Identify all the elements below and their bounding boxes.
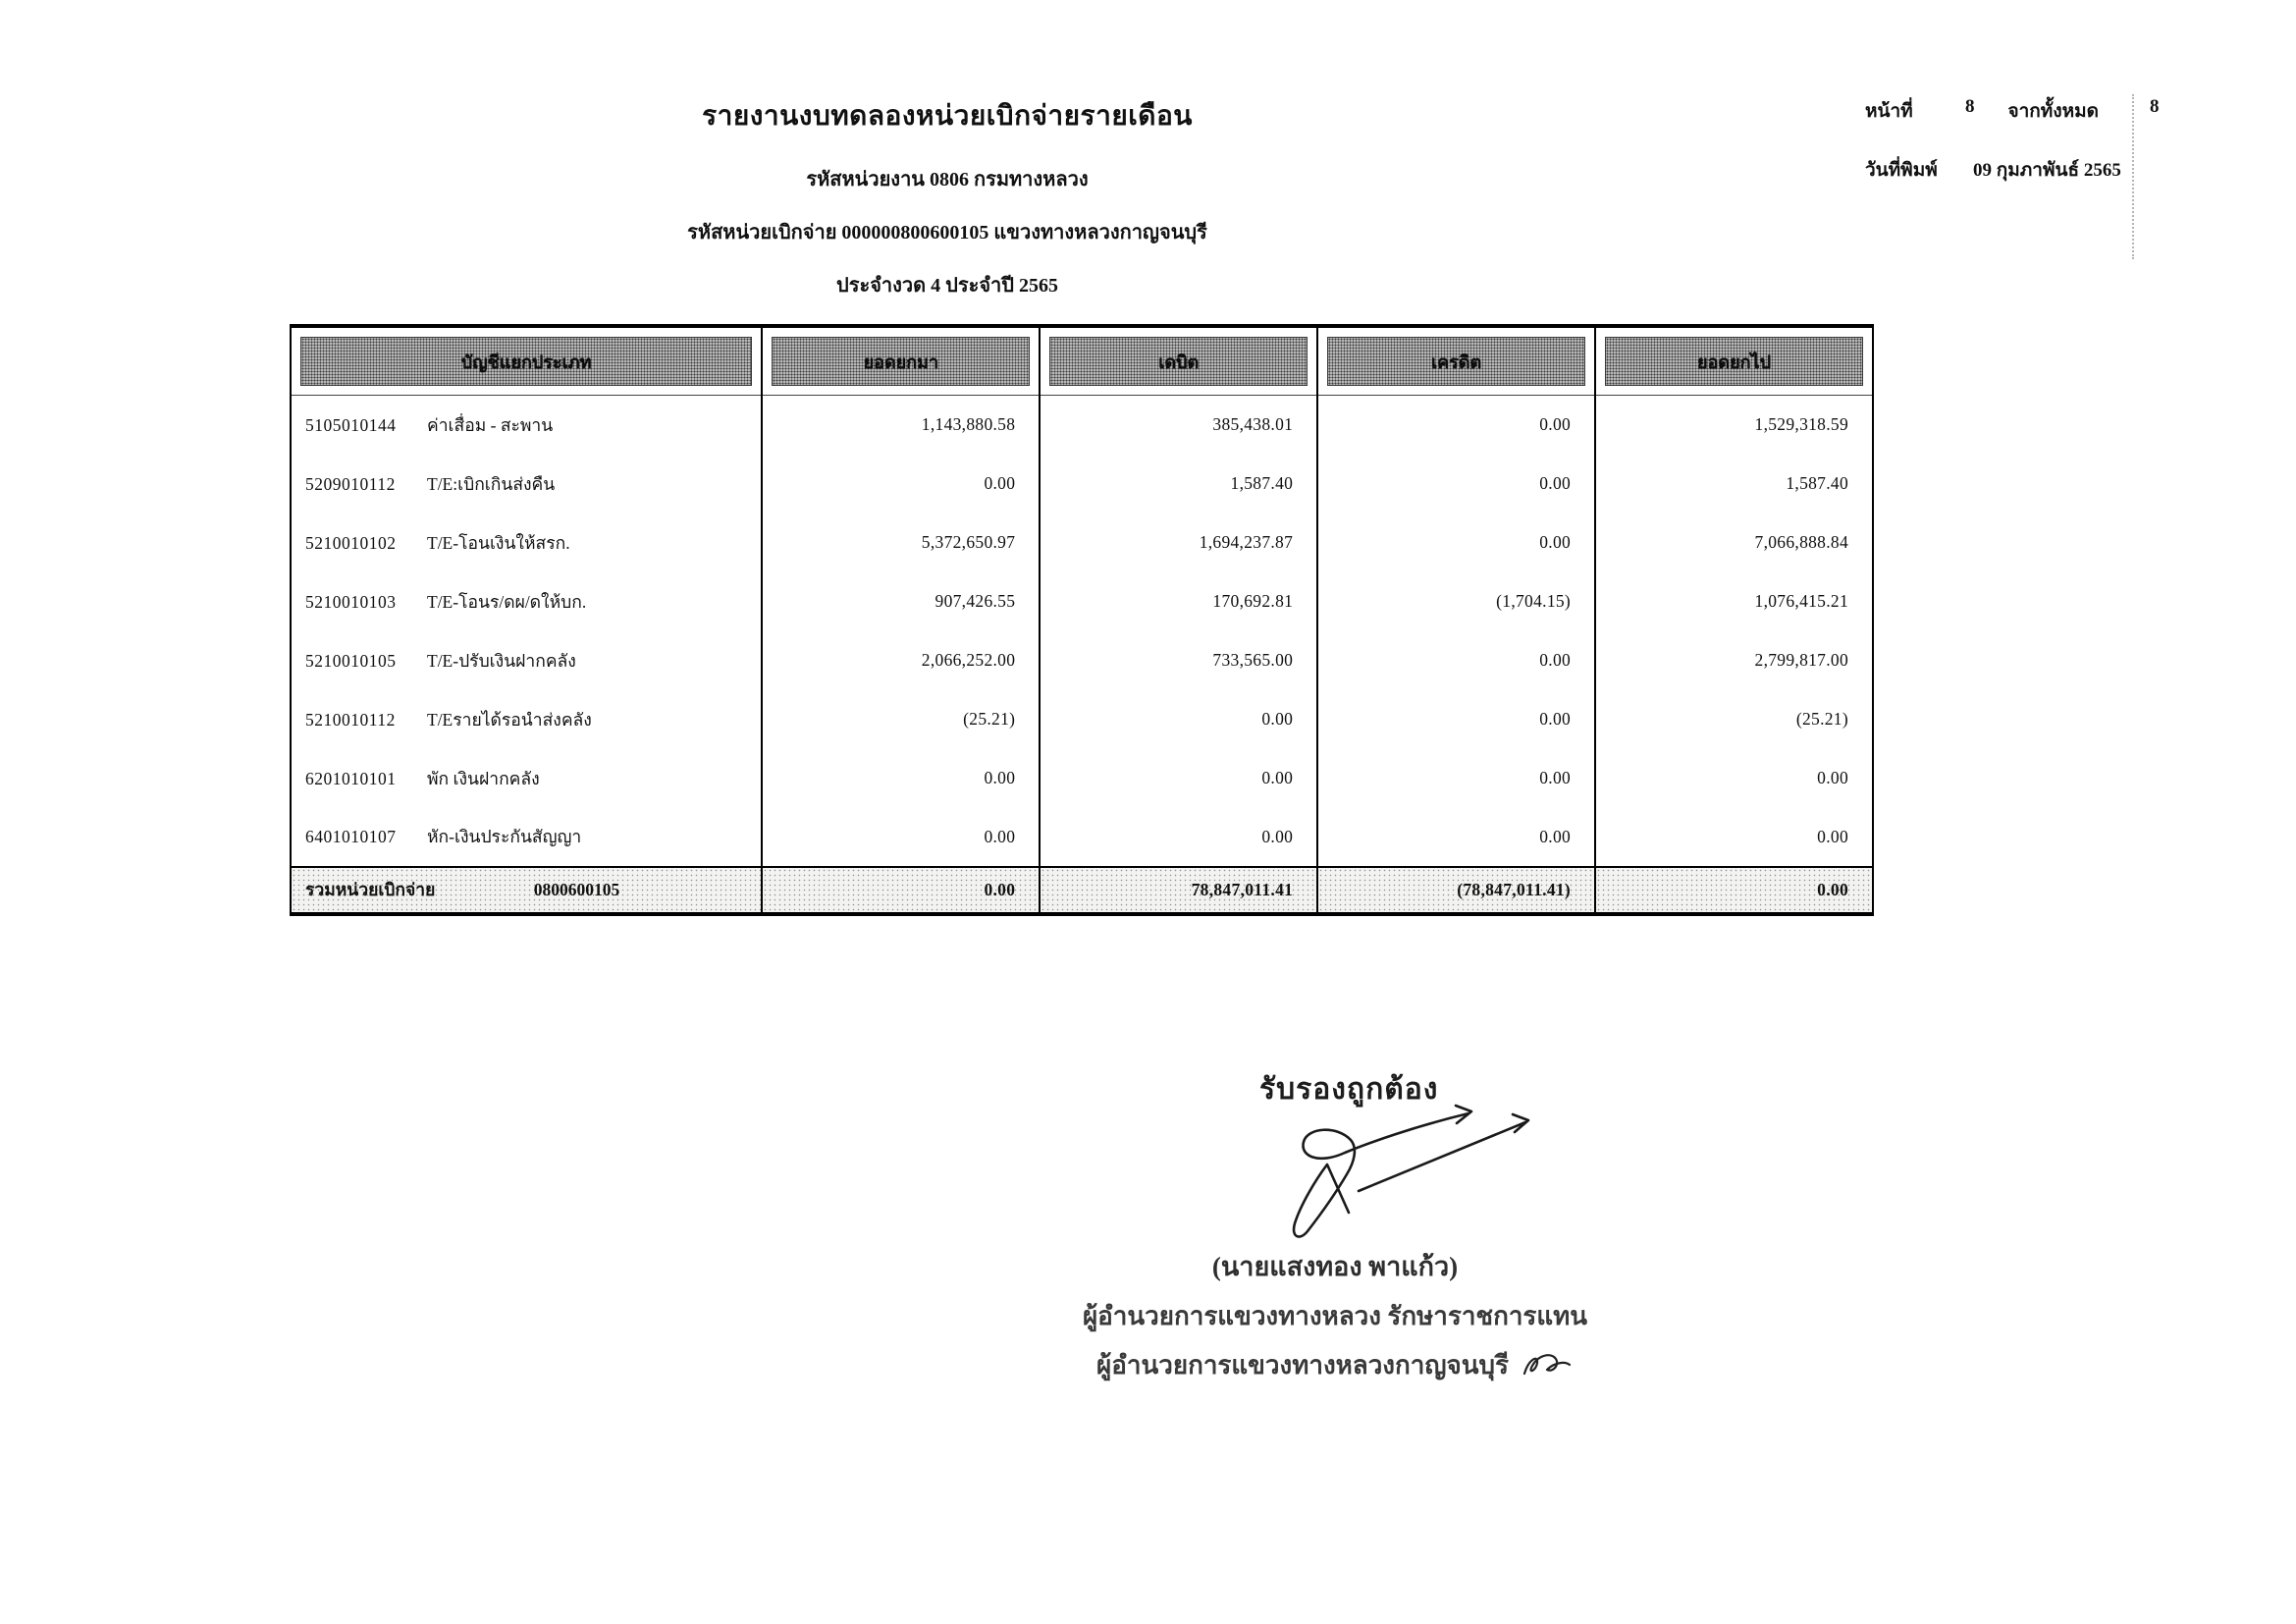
account-code: 6201010101 [305, 768, 397, 788]
closing-balance: 1,076,415.21 [1595, 572, 1873, 631]
account-name: T/E:เบิกเกินส่งคืน [427, 473, 556, 494]
total-opening-balance: 0.00 [762, 867, 1040, 914]
document-header [0, 94, 1895, 322]
total-debit: 78,847,011.41 [1040, 867, 1317, 914]
account-name: ค่าเสื่อม - สะพาน [427, 414, 554, 435]
account-code: 5210010103 [305, 591, 397, 612]
total-pages: 8 [2150, 96, 2160, 117]
trial-balance-table [290, 324, 1874, 916]
print-date-row [1865, 155, 2160, 185]
table-row [291, 514, 1873, 572]
debit-amount: 170,692.81 [1040, 572, 1317, 631]
account-code: 5209010112 [305, 473, 396, 494]
closing-balance: 7,066,888.84 [1595, 514, 1873, 572]
initial-handwriting [1519, 1348, 1574, 1380]
credit-amount: 0.00 [1317, 749, 1595, 808]
signatory-title-2 [1036, 1345, 1634, 1385]
closing-balance: 1,587.40 [1595, 455, 1873, 514]
table-body [291, 396, 1873, 867]
header-opening-balance: ยอดยกมา [772, 337, 1030, 386]
account-name: T/E-โอนเงินให้สรก. [427, 532, 570, 553]
header-row [291, 326, 1873, 396]
account-code: 5210010102 [305, 532, 397, 553]
opening-balance: 1,143,880.58 [762, 396, 1040, 455]
scan-artifact-dotted-line [2132, 94, 2134, 259]
credit-amount: 0.00 [1317, 631, 1595, 690]
header-gl-account: บัญชีแยกประเภท [300, 337, 752, 386]
opening-balance: 0.00 [762, 749, 1040, 808]
page-number-row [1865, 96, 2160, 126]
table-row [291, 396, 1873, 455]
certify-text: รับรองถูกต้อง [1259, 1073, 1439, 1106]
credit-amount: 0.00 [1317, 808, 1595, 867]
signature-handwriting [1249, 1096, 1553, 1248]
opening-balance: 0.00 [762, 808, 1040, 867]
account-code: 5210010112 [305, 709, 396, 730]
account-name: T/E-โอนร/ดผ/ดให้บก. [427, 591, 587, 612]
total-row [291, 867, 1873, 914]
debit-amount: 1,694,237.87 [1040, 514, 1317, 572]
table-footer [291, 867, 1873, 914]
debit-amount: 385,438.01 [1040, 396, 1317, 455]
of-label: จากทั้งหมด [2007, 101, 2099, 122]
report-title: รายงานงบทดลองหน่วยเบิกจ่ายรายเดือน [702, 101, 1193, 132]
signatory-title-2-text: ผู้อำนวยการแขวงทางหลวงกาญจนบุรี [1096, 1351, 1509, 1380]
opening-balance: 2,066,252.00 [762, 631, 1040, 690]
table-row [291, 749, 1873, 808]
page-meta [1865, 96, 2160, 214]
disbursement-unit-line: รหัสหน่วยเบิกจ่าย 000000800600105 แขวงทางหลวงกาญจนบุรี [687, 222, 1207, 244]
page-label: หน้าที่ [1865, 101, 1913, 122]
credit-amount: 0.00 [1317, 690, 1595, 749]
opening-balance: 0.00 [762, 455, 1040, 514]
debit-amount: 733,565.00 [1040, 631, 1317, 690]
account-code: 5105010144 [305, 414, 397, 435]
account-name: พัก เงินฝากคลัง [427, 768, 540, 788]
header-credit: เครดิต [1327, 337, 1585, 386]
header-debit: เดบิต [1049, 337, 1308, 386]
page-number: 8 [1965, 96, 1975, 117]
account-code: 6401010107 [305, 827, 397, 846]
table-row [291, 455, 1873, 514]
opening-balance: (25.21) [762, 690, 1040, 749]
print-date-value: 09 กุมภาพันธ์ 2565 [1973, 160, 2121, 181]
trial-balance-table-wrap [290, 324, 1874, 916]
total-credit: (78,847,011.41) [1317, 867, 1595, 914]
debit-amount: 1,587.40 [1040, 455, 1317, 514]
account-name: หัก-เงินประกันสัญญา [427, 827, 582, 846]
table-row [291, 572, 1873, 631]
debit-amount: 0.00 [1040, 808, 1317, 867]
credit-amount: (1,704.15) [1317, 572, 1595, 631]
total-label: รวมหน่วยเบิกจ่าย [305, 880, 436, 899]
total-closing-balance: 0.00 [1595, 867, 1873, 914]
table-row [291, 631, 1873, 690]
print-date-label: วันที่พิมพ์ [1865, 160, 1938, 181]
debit-amount: 0.00 [1040, 690, 1317, 749]
header-closing-balance: ยอดยกไป [1605, 337, 1863, 386]
table-row [291, 690, 1873, 749]
signatory-title-1: ผู้อำนวยการแขวงทางหลวง รักษาราชการแทน [1082, 1302, 1588, 1330]
table-header [291, 326, 1873, 396]
period-line: ประจำงวด 4 ประจำปี 2565 [836, 275, 1058, 297]
debit-amount: 0.00 [1040, 749, 1317, 808]
credit-amount: 0.00 [1317, 455, 1595, 514]
opening-balance: 5,372,650.97 [762, 514, 1040, 572]
account-name: T/Eรายได้รอนำส่งคลัง [427, 709, 592, 730]
credit-amount: 0.00 [1317, 514, 1595, 572]
agency-code-line: รหัสหน่วยงาน 0806 กรมทางหลวง [806, 169, 1089, 190]
table-row [291, 808, 1873, 867]
opening-balance: 907,426.55 [762, 572, 1040, 631]
credit-amount: 0.00 [1317, 396, 1595, 455]
closing-balance: 0.00 [1595, 808, 1873, 867]
closing-balance: 0.00 [1595, 749, 1873, 808]
account-code: 5210010105 [305, 650, 397, 671]
account-name: T/E-ปรับเงินฝากคลัง [427, 650, 576, 671]
closing-balance: 2,799,817.00 [1595, 631, 1873, 690]
closing-balance: 1,529,318.59 [1595, 396, 1873, 455]
signatory-name: (นายแสงทอง พาแก้ว) [1211, 1252, 1459, 1281]
signatory-block [1036, 1245, 1634, 1385]
total-unit-code: 0800600105 [533, 880, 620, 899]
closing-balance: (25.21) [1595, 690, 1873, 749]
